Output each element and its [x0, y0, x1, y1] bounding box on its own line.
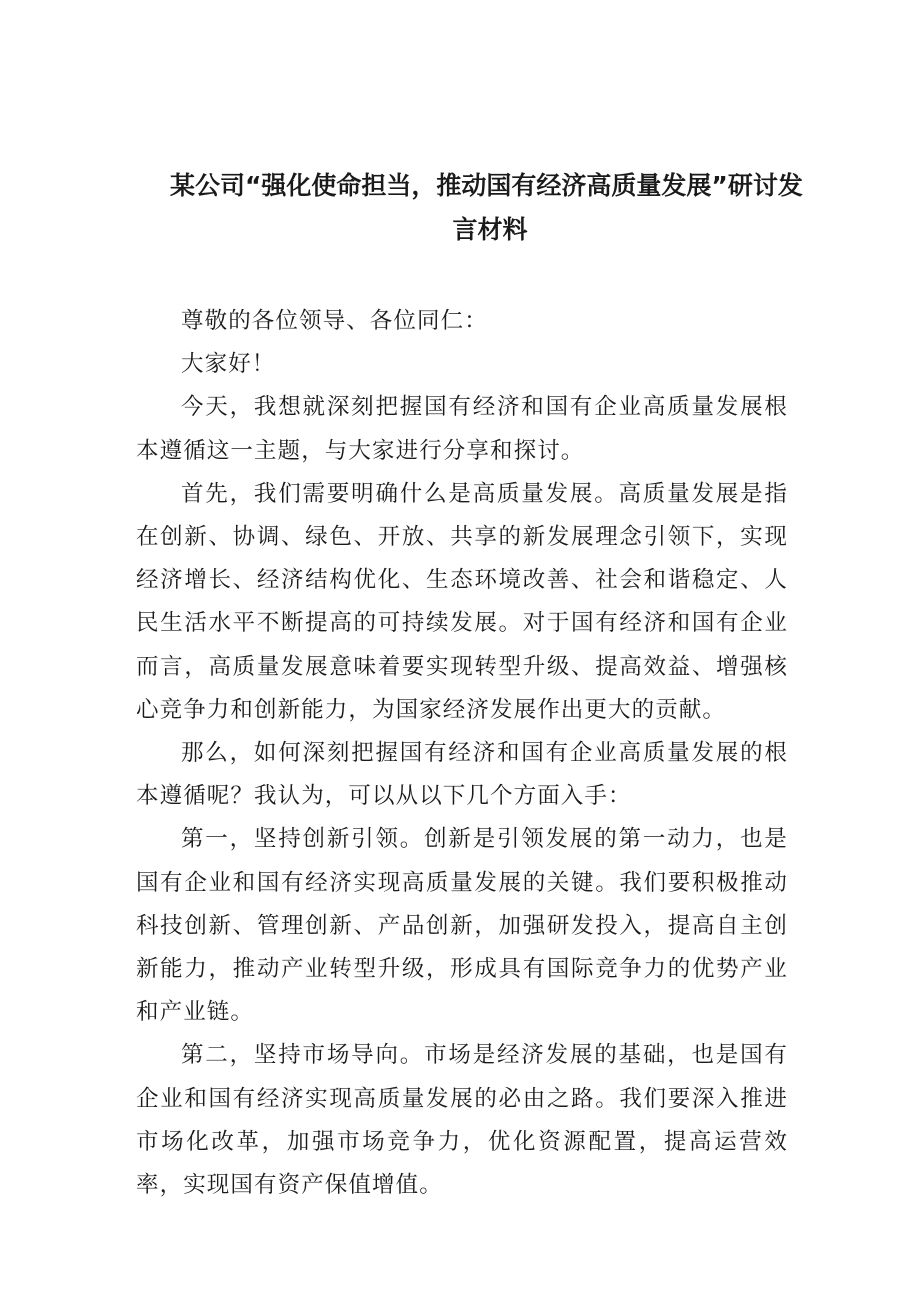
greeting: 大家好！ — [181, 351, 276, 378]
salutation: 尊敬的各位领导、各位同仁： — [181, 308, 488, 334]
paragraph-intro: 今天，我想就深刻把握国有经济和国有企业高质量发展根本遵循这一主题，与大家进行分享和探讨。 — [136, 394, 788, 464]
document-title — [170, 164, 803, 252]
paragraph-point-2: 第二，坚持市场导向。市场是经济发展的基础，也是国有企业和国有经济实现高质量发展的必由之路。我们要深入推进市场化改革，加强市场竞争力，优化资源配置，提高运营效率，实现国有资产保值增值。 — [136, 1042, 788, 1199]
title-line-2: 言材料 — [452, 215, 528, 244]
paragraph-question: 那么，如何深刻把握国有经济和国有企业高质量发展的根本遵循呢？我认为，可以从以下几个方面入手： — [136, 740, 788, 810]
title-line-1: 某公司“强化使命担当，推动国有经济高质量发展”研讨发 — [170, 171, 803, 200]
paragraph-point-1: 第一，坚持创新引领。创新是引领发展的第一动力，也是国有企业和国有经济实现高质量发展的关键。我们要积极推动科技创新、管理创新、产品创新，加强研发投入，提高自主创新能力，推动产业转型升级，形成具有国际竞争力的优势产业和产业链。 — [136, 826, 788, 1026]
document-body — [136, 300, 788, 1207]
paragraph-definition: 首先，我们需要明确什么是高质量发展。高质量发展是指在创新、协调、绿色、开放、共享的新发展理念引领下，实现经济增长、经济结构优化、生态环境改善、社会和谐稳定、人民生活水平不断提高的可持续发展。对于国有经济和国有企业而言，高质量发展意味着要实现转型升级、提高效益、增强核心竞争力和创新能力，为国家经济发展作出更大的贡献。 — [136, 480, 788, 723]
